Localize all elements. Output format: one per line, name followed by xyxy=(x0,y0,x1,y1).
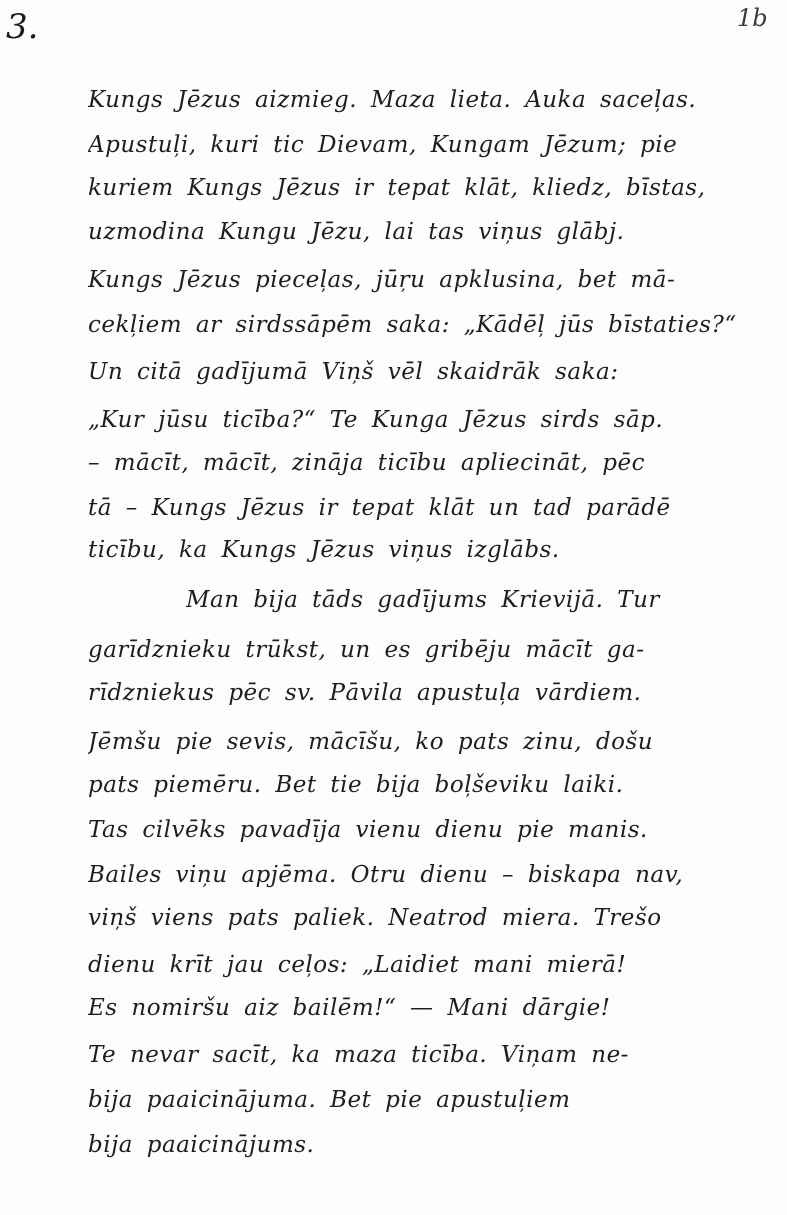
text-line: rīdzniekus pēc sv. Pāvila apustuļa vārdiem. xyxy=(88,680,642,706)
text-line: garīdznieku trūkst, un es gribēju mācīt ga- xyxy=(88,637,645,663)
page-number: 3. xyxy=(6,7,39,47)
text-line: Es nomiršu aiz bailēm!“ — Mani dārgie! xyxy=(88,995,611,1021)
text-line: kuriem Kungs Jēzus ir tepat klāt, kliedz, bīstas, xyxy=(88,175,706,201)
text-line: bija paaicinājuma. Bet pie apustuļiem xyxy=(88,1087,571,1113)
text-line: viņš viens pats paliek. Neatrod miera. Trešo xyxy=(88,905,662,931)
text-line: Te nevar sacīt, ka maza ticība. Viņam ne- xyxy=(88,1042,629,1068)
text-line: Un citā gadījumā Viņš vēl skaidrāk saka: xyxy=(88,359,619,385)
text-line: Tas cilvēks pavadīja vienu dienu pie manis. xyxy=(88,817,648,843)
text-line: dienu krīt jau ceļos: „Laidiet mani mierā! xyxy=(88,952,627,978)
text-line: Kungs Jēzus pieceļas, jūŗu apklusina, bet mā- xyxy=(88,267,676,293)
text-line: Kungs Jēzus aizmieg. Maza lieta. Auka saceļas. xyxy=(88,87,697,113)
text-line: bija paaicinājums. xyxy=(88,1132,315,1158)
sheet-mark: 1b xyxy=(737,4,768,32)
paragraph-first-line: Man bija tāds gadījums Krievijā. Tur xyxy=(186,587,660,613)
text-line: pats piemēru. Bet tie bija boļševiku laiki. xyxy=(88,772,624,798)
text-line: – mācīt, mācīt, zināja ticību apliecināt, pēc xyxy=(88,450,645,476)
text-line: cekļiem ar sirdssāpēm saka: „Kādēļ jūs bīstaties?“ xyxy=(88,312,737,338)
text-line: Apustuļi, kuri tic Dievam, Kungam Jēzum; pie xyxy=(88,132,678,158)
text-line: „Kur jūsu ticība?“ Te Kunga Jēzus sirds sāp. xyxy=(88,407,664,433)
text-line: Bailes viņu apjēma. Otru dienu – biskapa nav, xyxy=(88,862,684,888)
text-line: uzmodina Kungu Jēzu, lai tas viņus glābj. xyxy=(88,219,625,245)
text-line: ticību, ka Kungs Jēzus viņus izglābs. xyxy=(88,537,560,563)
text-line: Jēmšu pie sevis, mācīšu, ko pats zinu, došu xyxy=(88,729,654,755)
text-line: tā – Kungs Jēzus ir tepat klāt un tad parādē xyxy=(88,495,671,521)
